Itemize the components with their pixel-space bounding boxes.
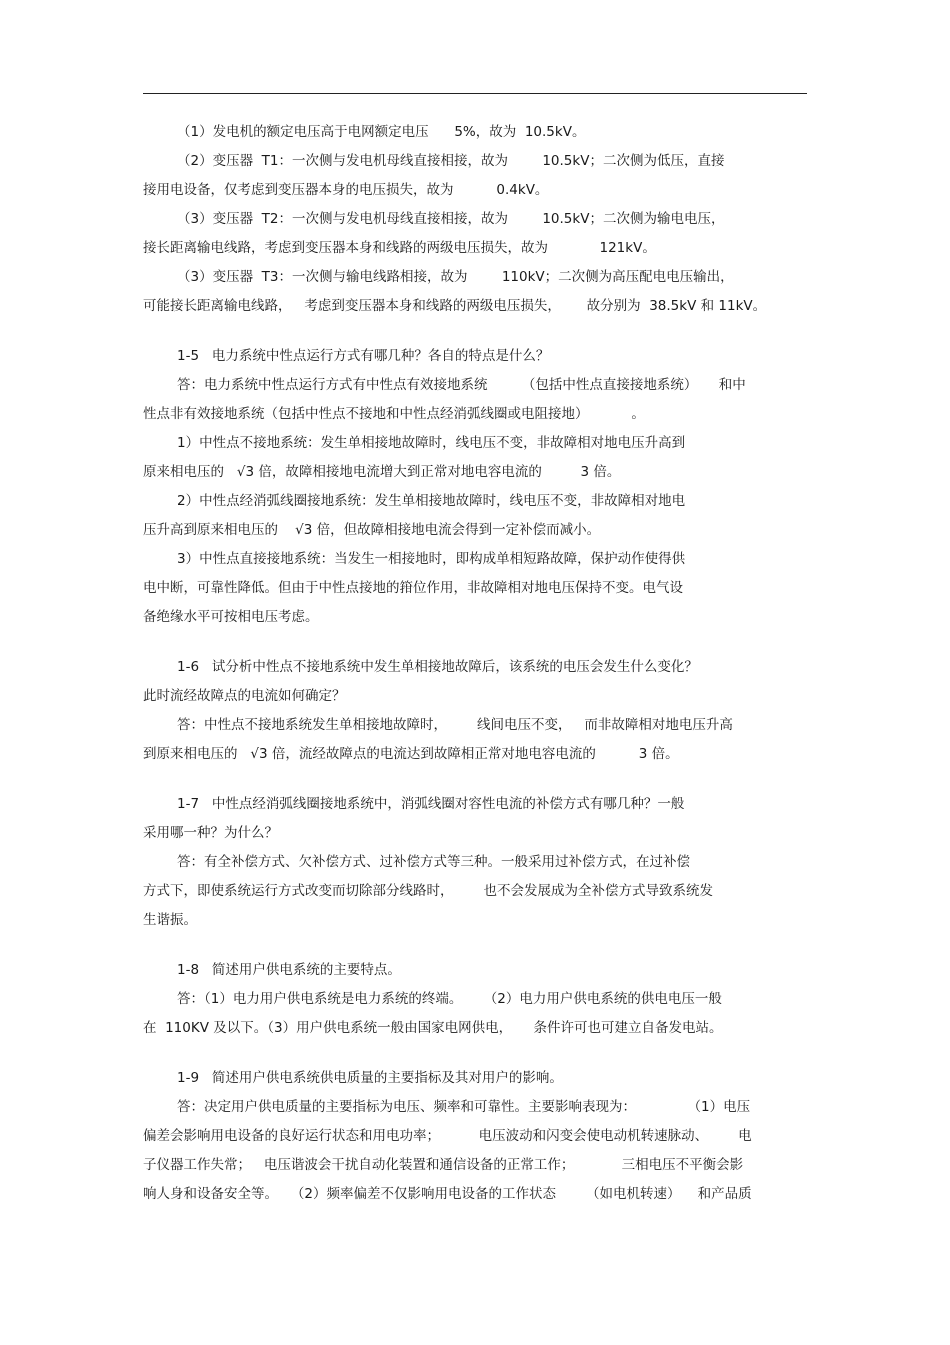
text-line: 1-7 中性点经消弧线圈接地系统中，消弧线圈对容性电流的补偿方式有哪几种？一般 [177, 796, 685, 812]
text-line: 方式下，即使系统运行方式改变而切除部分线路时， 也不会发展成为全补偿方式导致系统发 [143, 883, 714, 899]
text-line: 1-5 电力系统中性点运行方式有哪几种？各自的特点是什么？ [177, 348, 550, 364]
text-line: 可能接长距离输电线路， 考虑到变压器本身和线路的两级电压损失， 故分别为 38.5kV 和 11kV。 [143, 298, 767, 314]
text-line: 子仪器工作失常； 电压谐波会干扰自动化装置和通信设备的正常工作； 三相电压不平衡会影 [143, 1157, 744, 1173]
text-line: 1-8 简述用户供电系统的主要特点。 [177, 962, 401, 978]
text-line: 采用哪一种？为什么？ [143, 825, 278, 841]
text-line: （1）发电机的额定电压高于电网额定电压 5%，故为 10.5kV。 [177, 124, 586, 140]
text-line: 响人身和设备安全等。 （2）频率偏差不仅影响用电设备的工作状态 （如电机转速） 和产品质 [143, 1186, 752, 1202]
text-line: （2）变压器 T1：一次侧与发电机母线直接相接，故为 10.5kV；二次侧为低压，直接 [177, 153, 725, 169]
text-line: 2）中性点经消弧线圈接地系统：发生单相接地故障时，线电压不变，非故障相对地电 [177, 493, 686, 509]
text-line: 生谐振。 [143, 912, 197, 928]
text-line: 到原来相电压的 √3 倍，流经故障点的电流达到故障相正常对地电容电流的 3 倍。 [143, 746, 679, 762]
text-line: 原来相电压的 √3 倍，故障相接地电流增大到正常对地电容电流的 3 倍。 [143, 464, 621, 480]
text-line: （3）变压器 T3：一次侧与输电线路相接，故为 110kV；二次侧为高压配电电压输出， [177, 269, 734, 285]
text-line: 答：有全补偿方式、欠补偿方式、过补偿方式等三种。一般采用过补偿方式，在过补偿 [177, 854, 690, 870]
text-line: 3）中性点直接接地系统：当发生一相接地时，即构成单相短路故障，保护动作使得供 [177, 551, 686, 567]
text-line: 1-9 简述用户供电系统供电质量的主要指标及其对用户的影响。 [177, 1070, 563, 1086]
text-line: （3）变压器 T2：一次侧与发电机母线直接相接，故为 10.5kV；二次侧为输电电压， [177, 211, 725, 227]
document-body [143, 118, 813, 1209]
text-line: 答：中性点不接地系统发生单相接地故障时， 线间电压不变， 而非故障相对地电压升高 [177, 717, 733, 733]
text-line: 答：决定用户供电质量的主要指标为电压、频率和可靠性。主要影响表现为： （1）电压 [177, 1099, 751, 1115]
text-line: 电中断，可靠性降低。但由于中性点接地的箝位作用，非故障相对地电压保持不变。电气设 [143, 580, 683, 596]
text-line: 接用电设备，仅考虑到变压器本身的电压损失，故为 0.4kV。 [143, 182, 549, 198]
header-rule [143, 93, 807, 94]
text-line: 偏差会影响用电设备的良好运行状态和用电功率； 电压波动和闪变会使电动机转速脉动、 电 [143, 1128, 752, 1144]
text-line: 答：电力系统中性点运行方式有中性点有效接地系统 （包括中性点直接接地系统） 和中 [177, 377, 746, 393]
text-line: 此时流经故障点的电流如何确定？ [143, 688, 346, 704]
text-line: 备绝缘水平可按相电压考虑。 [143, 609, 319, 625]
text-line: 在 110KV 及以下。（3）用户供电系统一般由国家电网供电， 条件许可也可建立自备发电站。 [143, 1020, 723, 1036]
text-line: 1）中性点不接地系统：发生单相接地故障时，线电压不变，非故障相对地电压升高到 [177, 435, 686, 451]
text-line: 接长距离输电线路，考虑到变压器本身和线路的两级电压损失，故为 121kV。 [143, 240, 656, 256]
text-line: 答：（1）电力用户供电系统是电力系统的终端。 （2）电力用户供电系统的供电电压一般 [177, 991, 722, 1007]
text-line: 压升高到原来相电压的 √3 倍，但故障相接地电流会得到一定补偿而减小。 [143, 522, 601, 538]
text-line: 性点非有效接地系统（包括中性点不接地和中性点经消弧线圈或电阻接地） 。 [143, 406, 645, 422]
text-line: 1-6 试分析中性点不接地系统中发生单相接地故障后，该系统的电压会发生什么变化？ [177, 659, 698, 675]
